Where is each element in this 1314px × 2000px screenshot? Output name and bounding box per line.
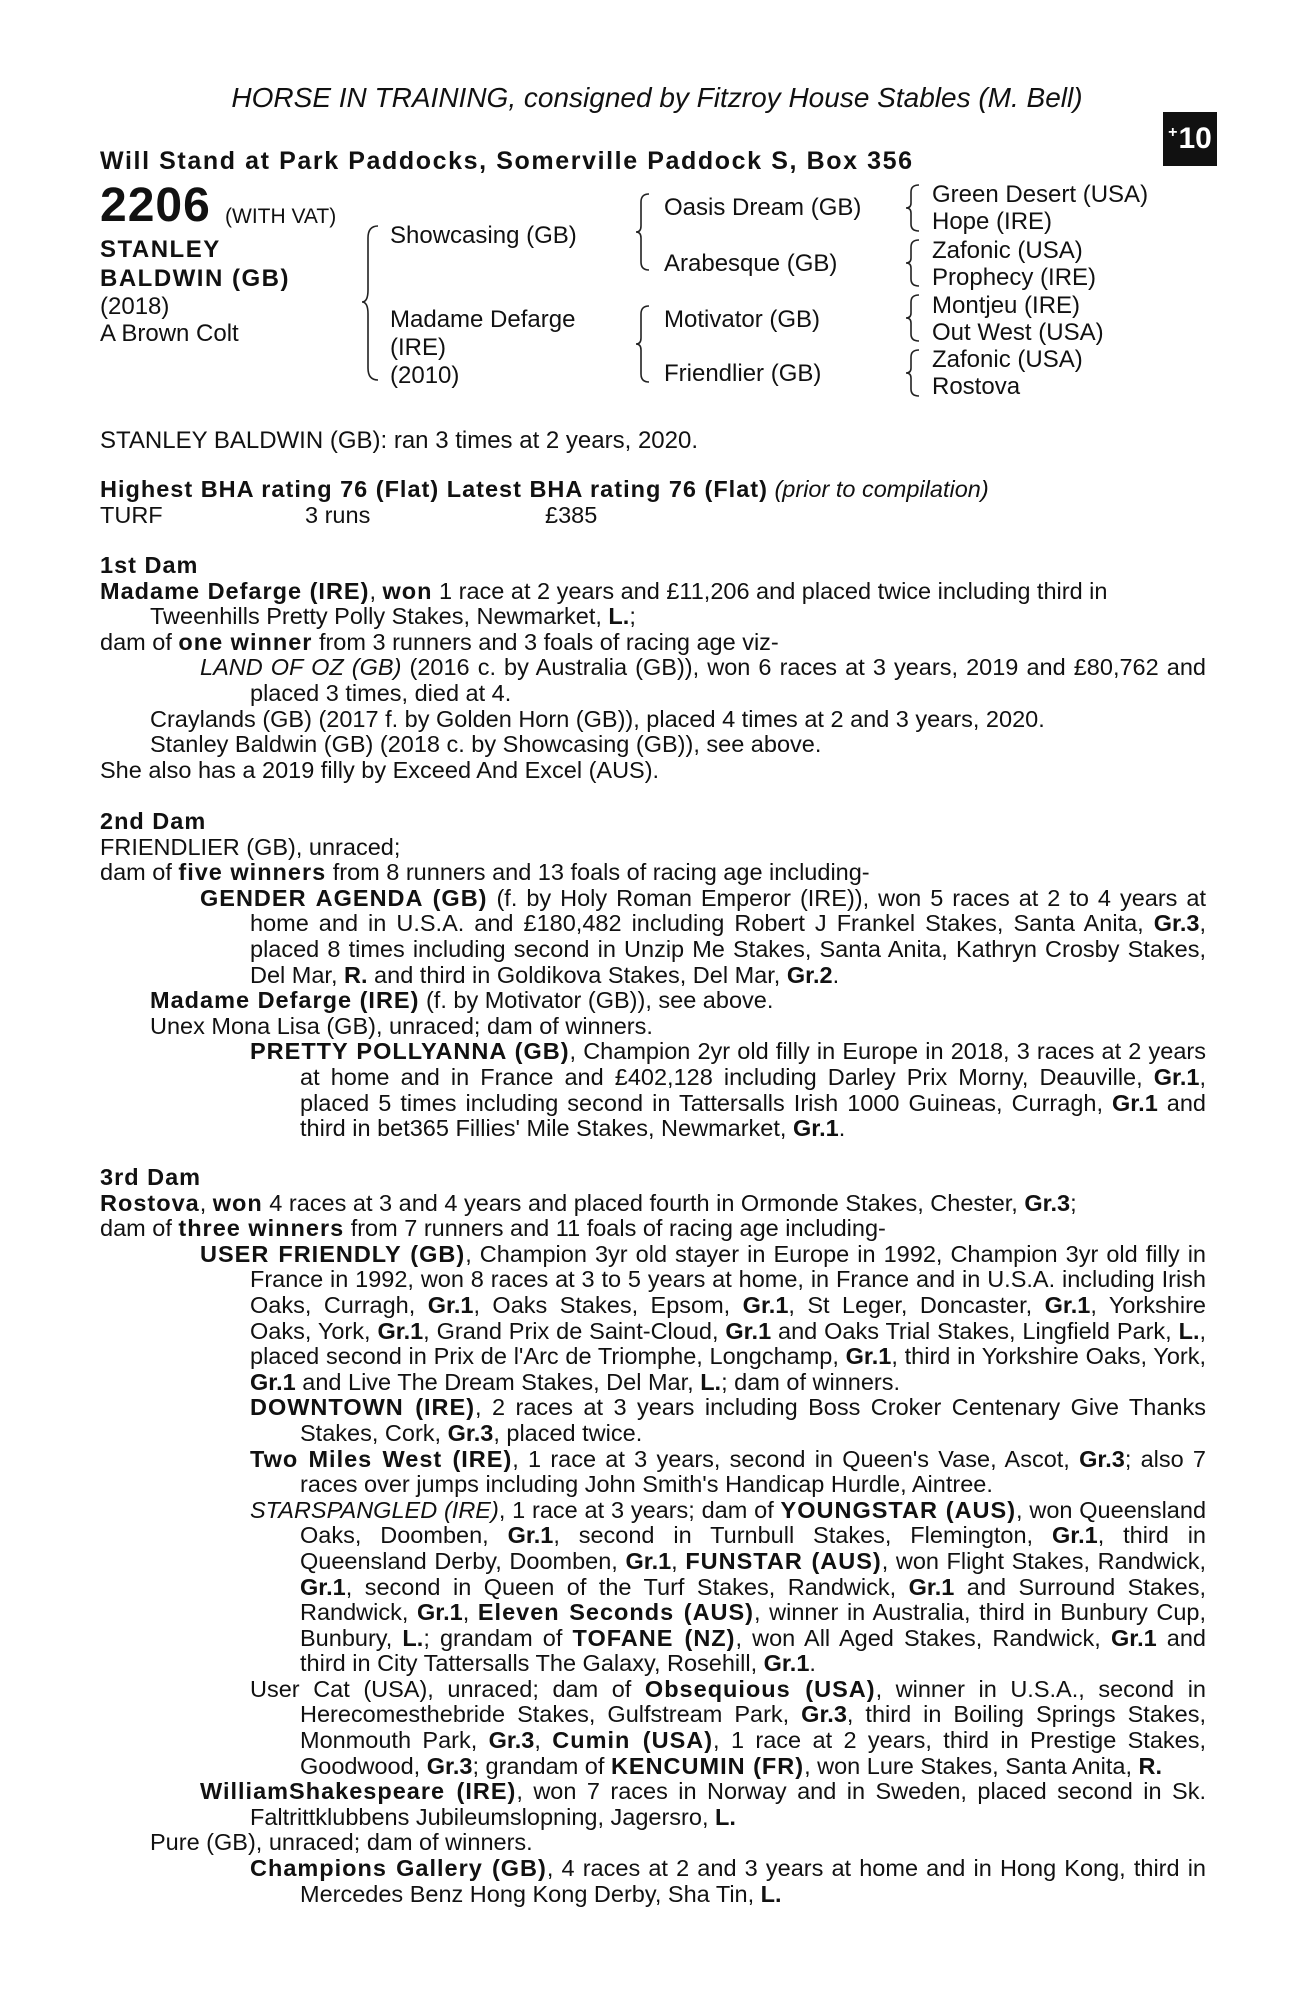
pedigree-brace-1 [360, 218, 390, 388]
pedigree-dam-sire: Motivator (GB) [664, 306, 821, 333]
first-dam-heading: 1st Dam [100, 552, 199, 578]
rating-label: Highest BHA rating 76 (Flat) Latest BHA rating 76 (Flat) [100, 476, 768, 502]
third-dam-produce-intro: dam of three winners from 7 runners and 11 foals of racing age including- [100, 1215, 886, 1242]
third-dam-record: Rostova, won 4 races at 3 and 4 years and placed fourth in Ormonde Stakes, Chester, Gr.3; [100, 1189, 1077, 1216]
produce-user-cat: User Cat (USA), unraced; dam of Obsequious (USA), winner in U.S.A., second in Herecomesthebride Stakes, Gulfstream Park, Gr.3, third in Boiling Springs Stakes, Monmouth Park, Gr.3, Cumin (USA), 1 race at 2 years, third in Prestige Stakes, Goodwood, Gr.3; grandam of KENCUMIN (FR), won Lure Stakes, Santa Anita, R. [250, 1675, 1207, 1779]
rating-runs: 3 runs [305, 502, 371, 528]
horse-name-line2: BALDWIN (GB) [100, 265, 290, 292]
pedigree-brace-7 [905, 347, 927, 399]
pedigree-brace-3 [635, 302, 657, 387]
pedigree-ddd: Rostova [932, 373, 1021, 400]
pedigree-ssd: Hope (IRE) [932, 208, 1053, 235]
produce-pure: Pure (GB), unraced; dam of winners. [150, 1829, 533, 1856]
first-dam-section [100, 553, 1206, 783]
badge-mark: + [1168, 124, 1178, 141]
horse-description: A Brown Colt [100, 320, 239, 347]
produce-pretty-pollyanna: PRETTY POLLYANNA (GB), Champion 2yr old filly in Europe in 2018, 3 races at 2 years at home and in France and £402,128 including Darley Prix Morny, Deauville, Gr.1, placed 5 times including second in Tattersalls Irish 1000 Guineas, Curragh, Gr.1 and third in bet365 Fillies' Mile Stakes, Newmarket, Gr.1. [250, 1038, 1206, 1142]
rating-surface: TURF [100, 502, 163, 528]
produce-2019-filly: She also has a 2019 filly by Exceed And Excel (AUS). [100, 756, 660, 783]
pedigree-dam-line1: Madame Defarge [390, 306, 576, 333]
pedigree-dam-line3: (2010) [390, 362, 460, 389]
rating-note: (prior to compilation) [774, 476, 989, 502]
rating-line [100, 476, 989, 503]
produce-downtown: DOWNTOWN (IRE), 2 races at 3 years including Boss Croker Centenary Give Thanks Stakes, Cork, Gr.3, placed twice. [250, 1394, 1206, 1446]
pedigree-sire-sire: Oasis Dream (GB) [664, 194, 862, 221]
produce-gender-agenda: GENDER AGENDA (GB) (f. by Holy Roman Emperor (IRE)), won 5 races at 2 to 4 years at home and in U.S.A. and £180,482 including Robert J Frankel Stakes, Santa Anita, Gr.3, placed 8 times including second in Unzip Me Stakes, Santa Anita, Kathryn Crosby Stakes, Del Mar, R. and third in Goldikova Stakes, Del Mar, Gr.2. [200, 884, 1206, 988]
pedigree-dam-line2: (IRE) [390, 334, 446, 361]
first-dam-produce-intro: dam of one winner from 3 runners and 3 foals of racing age viz- [100, 628, 779, 655]
day-badge [1163, 112, 1217, 166]
produce-user-friendly: USER FRIENDLY (GB), Champion 3yr old stayer in Europe in 1992, Champion 3yr old filly in France in 1992, won 8 races at 3 to 5 years at home, in France and in U.S.A. including Irish Oaks, Curragh, Gr.1, Oaks Stakes, Epsom, Gr.1, St Leger, Doncaster, Gr.1, Yorkshire Oaks, York, Gr.1, Grand Prix de Saint-Cloud, Gr.1 and Oaks Trial Stakes, Lingfield Park, L., placed second in Prix de l'Arc de Triomphe, Longchamp, Gr.1, third in Yorkshire Oaks, York, Gr.1 and Live The Dream Stakes, Del Mar, L.; dam of winners. [200, 1240, 1207, 1395]
pedigree-brace-5 [905, 237, 927, 289]
pedigree-dam-dam: Friendlier (GB) [664, 360, 822, 387]
third-dam-heading: 3rd Dam [100, 1164, 202, 1190]
produce-stanley-baldwin: Stanley Baldwin (GB) (2018 c. by Showcasing (GB)), see above. [150, 731, 822, 758]
second-dam-heading: 2nd Dam [100, 808, 207, 834]
pedigree-dsd: Out West (USA) [932, 319, 1104, 346]
produce-unex-mona-lisa: Unex Mona Lisa (GB), unraced; dam of winners. [150, 1012, 653, 1039]
badge-number: 10 [1178, 122, 1212, 155]
second-dam-produce-intro: dam of five winners from 8 runners and 13 foals of racing age including- [100, 859, 870, 886]
rating-prize: £385 [545, 502, 598, 528]
produce-craylands: Craylands (GB) (2017 f. by Golden Horn (GB)), placed 4 times at 2 and 3 years, 2020. [150, 705, 1045, 732]
produce-land-of-oz: LAND OF OZ (GB) (2016 c. by Australia (GB)), won 6 races at 3 years, 2019 and £80,762 and placed 3 times, died at 4. [200, 654, 1206, 706]
pedigree-sss: Green Desert (USA) [932, 181, 1149, 208]
third-dam-section [100, 1165, 1206, 1907]
pedigree-dds: Zafonic (USA) [932, 346, 1083, 373]
pedigree-brace-6 [905, 292, 927, 344]
horse-name-line1: STANLEY [100, 236, 221, 263]
pedigree-sdd: Prophecy (IRE) [932, 264, 1097, 291]
produce-champions-gallery: Champions Gallery (GB), 4 races at 2 and 3 years at home and in Hong Kong, third in Mercedes Benz Hong Kong Derby, Sha Tin, L. [250, 1855, 1206, 1907]
race-summary: STANLEY BALDWIN (GB): ran 3 times at 2 years, 2020. [100, 427, 698, 454]
stand-location: Will Stand at Park Paddocks, Somerville Paddock S, Box 356 [100, 147, 914, 175]
consignor-heading: HORSE IN TRAINING, consigned by Fitzroy House Stables (M. Bell) [231, 82, 1083, 113]
pedigree-brace-4 [905, 182, 927, 234]
second-dam-section [100, 809, 1206, 1142]
produce-starspangled: STARSPANGLED (IRE), 1 race at 3 years; dam of YOUNGSTAR (AUS), won Queensland Oaks, Doomben, Gr.1, second in Turnbull Stakes, Flemington, Gr.1, third in Queensland Derby, Doomben, Gr.1, FUNSTAR (AUS), won Flight Stakes, Randwick, Gr.1, second in Queen of the Turf Stakes, Randwick, Gr.1 and Surround Stakes, Randwick, Gr.1, Eleven Seconds (AUS), winner in Australia, third in Bunbury Cup, Bunbury, L.; grandam of TOFANE (NZ), won All Aged Stakes, Randwick, Gr.1 and third in City Tattersalls The Galaxy, Rosehill, Gr.1. [250, 1496, 1207, 1677]
foaling-year: (2018) [100, 293, 170, 320]
pedigree-sire: Showcasing (GB) [390, 222, 577, 249]
pedigree-sds: Zafonic (USA) [932, 237, 1083, 264]
pedigree-sire-dam: Arabesque (GB) [664, 250, 838, 277]
produce-two-miles-west: Two Miles West (IRE), 1 race at 3 years, second in Queen's Vase, Ascot, Gr.3; also 7 races over jumps including John Smith's Handicap Hurdle, Aintree. [250, 1445, 1206, 1498]
pedigree-dss: Montjeu (IRE) [932, 292, 1081, 319]
lot-number: 2206 [100, 179, 211, 232]
first-dam-record: Madame Defarge (IRE), won 1 race at 2 years and £11,206 and placed twice including third in Tweenhills Pretty Polly Stakes, Newmarket, L.; [100, 577, 1108, 630]
pedigree-brace-2 [635, 190, 657, 275]
second-dam-record: FRIENDLIER (GB), unraced; [100, 833, 401, 860]
vat-note: (WITH VAT) [225, 205, 337, 228]
produce-william-shakespeare: WilliamShakespeare (IRE), won 7 races in Norway and in Sweden, placed second in Sk. Faltrittklubbens Jubileumslopning, Jagersro, L. [200, 1778, 1206, 1830]
produce-madame-defarge: Madame Defarge (IRE) (f. by Motivator (GB)), see above. [150, 987, 774, 1014]
